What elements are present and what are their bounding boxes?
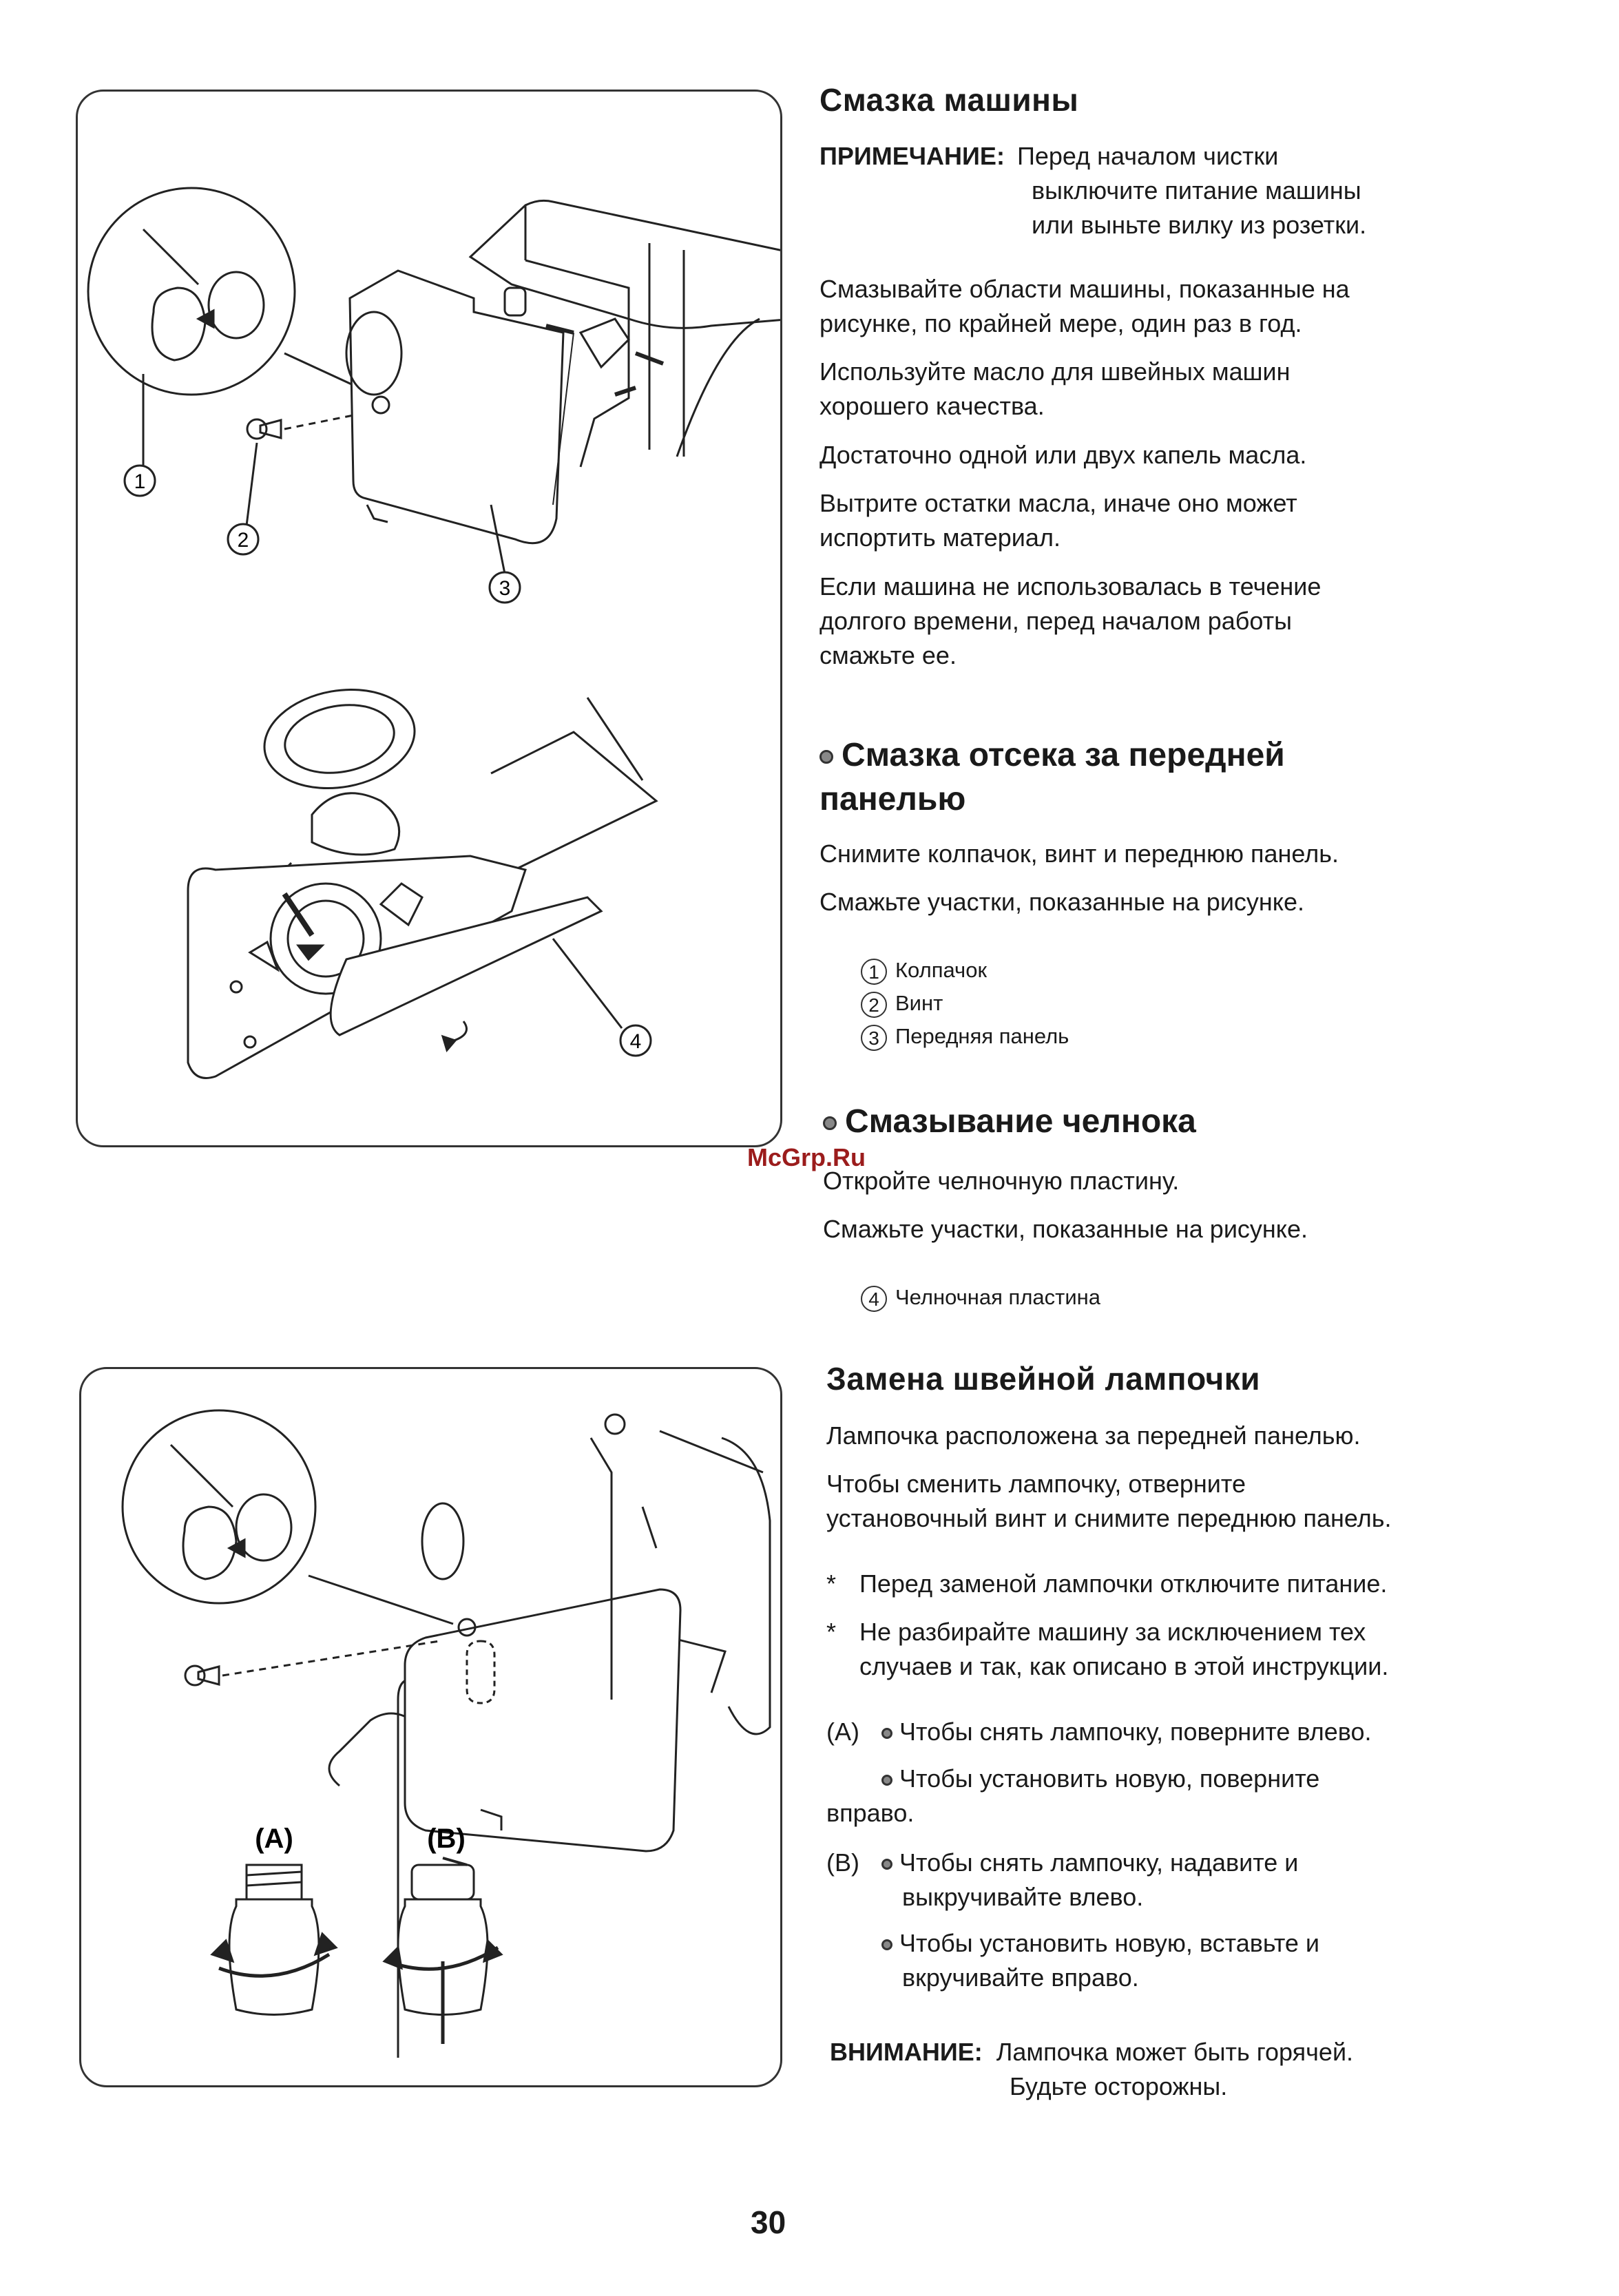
shuttle-p1: Откройте челночную пластину.	[823, 1167, 1180, 1195]
option-b-row-2	[881, 1926, 1319, 1961]
warning-label: ВНИМАНИЕ:	[830, 2038, 983, 2066]
front-panel-title-line2: панелью	[819, 781, 966, 817]
lub-p2-line1: Используйте масло для швейных машин	[819, 357, 1291, 386]
star-note-2: * Не разбирайте машину за исключением тех	[826, 1618, 1366, 1646]
star-note-1: * Перед заменой лампочки отключите питание.	[826, 1569, 1388, 1598]
cap-part	[152, 288, 205, 360]
bulb-illustration	[81, 1369, 780, 2085]
lubrication-illustration	[78, 92, 780, 1145]
option-b-text-2b: вкручивайте вправо.	[902, 1963, 1139, 1992]
option-b-text-1a: Чтобы снять лампочку, надавите и	[899, 1848, 1299, 1877]
bulb-p2-line2: установочный винт и снимите переднюю панель.	[826, 1504, 1392, 1532]
bulb-p2-line1: Чтобы сменить лампочку, отверните	[826, 1470, 1246, 1498]
option-a-label: (A)	[826, 1718, 859, 1746]
lub-p5-line2: долгого времени, перед началом работы	[819, 607, 1293, 635]
lub-p1-line1: Смазывайте области машины, показанные на	[819, 275, 1350, 303]
bullet-dot-icon	[881, 1939, 892, 1950]
callout-2-text: 2	[237, 529, 249, 552]
option-a-row-2	[881, 1762, 1319, 1796]
bullet-dot-icon	[881, 1775, 892, 1786]
lub-p3: Достаточно одной или двух капель масла.	[819, 441, 1307, 469]
parts-list-item	[861, 1020, 1069, 1053]
figure-panel-bulb	[79, 1367, 782, 2087]
star-note-2-line2: случаев и так, как описано в этой инструкции.	[859, 1652, 1389, 1680]
star-note-1-text: Перед заменой лампочки отключите питание.	[859, 1569, 1388, 1598]
note-line-2: выключите питание машины	[1032, 176, 1361, 205]
option-b-text-1b: выкручивайте влево.	[902, 1883, 1144, 1911]
part-number-badge: 1	[861, 959, 887, 985]
callout-4-text: 4	[629, 1030, 642, 1053]
label-b: (B)	[427, 1824, 466, 1854]
part-label: Челночная пластина	[895, 1285, 1101, 1309]
bulb-p1: Лампочка расположена за передней панелью.	[826, 1421, 1361, 1450]
option-b-row-1	[826, 1846, 1298, 1880]
lub-p4-line2: испортить материал.	[819, 523, 1061, 552]
star-note-2-line1: Не разбирайте машину за исключением тех	[859, 1618, 1366, 1646]
lub-p2-line2: хорошего качества.	[819, 392, 1045, 420]
part-label: Передняя панель	[895, 1024, 1069, 1048]
figure-panel-lubrication	[76, 90, 782, 1147]
part-label: Винт	[895, 991, 943, 1015]
bullet-dot-icon	[881, 1859, 892, 1870]
option-b-text-2a: Чтобы установить новую, вставьте и	[899, 1929, 1320, 1957]
section-title-lubrication: Смазка машины	[819, 82, 1079, 118]
front-panel-p2: Смажьте участки, показанные на рисунке.	[819, 888, 1304, 916]
parts-list-item	[861, 1281, 1100, 1314]
warning-line-2: Будьте осторожны.	[1010, 2072, 1228, 2100]
warning-block	[830, 2035, 1353, 2069]
shuttle-title: Смазывание челнока	[845, 1103, 1196, 1140]
parts-list-item	[861, 954, 987, 987]
bullet-dot-icon	[881, 1728, 892, 1739]
note-line-3: или выньте вилку из розетки.	[1032, 211, 1367, 239]
note-block	[819, 139, 1278, 174]
cap-socket	[209, 272, 264, 338]
option-b-label: (B)	[826, 1848, 859, 1877]
warning-line-1: Лампочка может быть горячей.	[996, 2038, 1354, 2066]
note-line-1: Перед началом чистки	[1016, 142, 1279, 170]
front-panel-p1: Снимите колпачок, винт и переднюю панель.	[819, 839, 1339, 868]
front-panel-heading	[819, 733, 1285, 822]
shuttle-heading	[823, 1100, 1196, 1144]
callout-1-text: 1	[134, 470, 146, 493]
part-number-badge: 2	[861, 992, 887, 1018]
front-panel-title-line1: Смазка отсека за передней	[842, 737, 1285, 773]
option-a-text-1: Чтобы снять лампочку, поверните влево.	[899, 1718, 1372, 1746]
part-label: Колпачок	[895, 958, 988, 982]
parts-list-item	[861, 987, 943, 1020]
page-number: 30	[751, 2204, 786, 2240]
option-a-text-2: Чтобы установить новую, поверните	[899, 1764, 1320, 1793]
bullet-dot-icon	[823, 1116, 837, 1130]
section-title-bulb: Замена швейной лампочки	[826, 1361, 1261, 1397]
note-label: ПРИМЕЧАНИЕ:	[819, 142, 1005, 170]
part-number-badge: 4	[861, 1286, 887, 1312]
option-a-row-1	[826, 1715, 1371, 1749]
shuttle-p2: Смажьте участки, показанные на рисунке.	[823, 1215, 1308, 1243]
option-a-text-2b: вправо.	[826, 1799, 915, 1827]
callout-3-text: 3	[499, 577, 511, 600]
bullet-dot-icon	[819, 750, 833, 764]
watermark: McGrp.Ru	[747, 1143, 866, 1171]
label-a: (A)	[255, 1824, 293, 1854]
lub-p5-line1: Если машина не использовалась в течение	[819, 572, 1322, 601]
lub-p4-line1: Вытрите остатки масла, иначе оно может	[819, 489, 1297, 517]
lub-p5-line3: смажьте ее.	[819, 641, 957, 669]
lub-p1-line2: рисунке, по крайней мере, один раз в год.	[819, 309, 1302, 337]
part-number-badge: 3	[861, 1025, 887, 1051]
